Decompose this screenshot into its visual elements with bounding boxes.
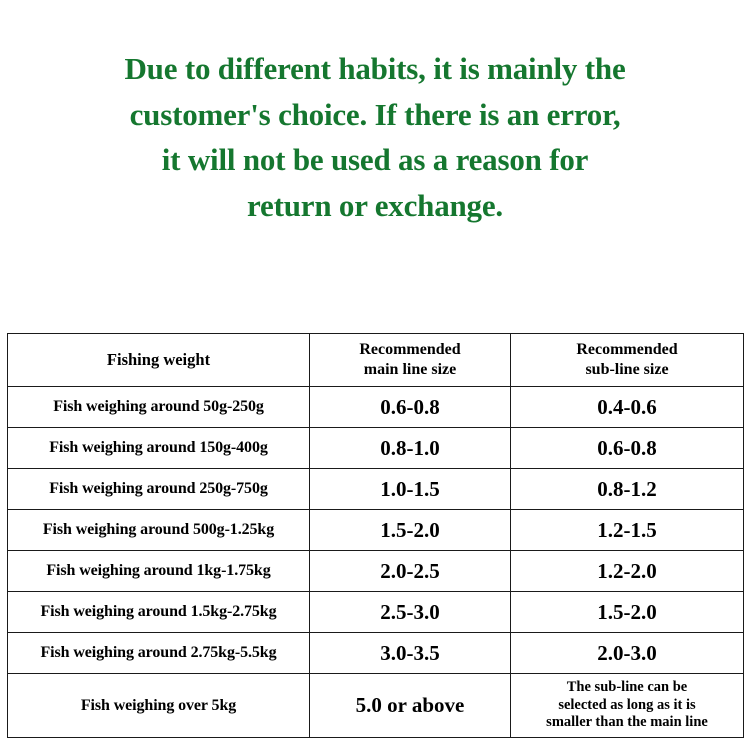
table-row bbox=[8, 633, 744, 674]
cell-fishing-weight: Fish weighing around 1.5kg-2.75kg bbox=[8, 592, 310, 633]
cell-sub-line-note-line2: selected as long as it is bbox=[558, 696, 696, 713]
table-row bbox=[8, 592, 744, 633]
cell-sub-line: 0.8-1.2 bbox=[511, 469, 744, 510]
table-header-sub-line-line2: sub-line size bbox=[585, 361, 669, 378]
cell-sub-line-note-line3: smaller than the main line bbox=[546, 714, 708, 731]
line-size-table-container bbox=[7, 333, 743, 738]
table-header-main-line bbox=[310, 334, 511, 387]
headline-line-2: customer's choice. If there is an error, bbox=[129, 96, 621, 132]
cell-main-line: 2.5-3.0 bbox=[310, 592, 511, 633]
headline-line-4: return or exchange. bbox=[247, 187, 503, 223]
table-header-fishing-weight: Fishing weight bbox=[8, 334, 310, 387]
cell-sub-line: 0.6-0.8 bbox=[511, 428, 744, 469]
cell-fishing-weight: Fish weighing over 5kg bbox=[8, 674, 310, 738]
cell-sub-line: 1.2-1.5 bbox=[511, 510, 744, 551]
table-row bbox=[8, 551, 744, 592]
cell-fishing-weight: Fish weighing around 150g-400g bbox=[8, 428, 310, 469]
cell-main-line: 3.0-3.5 bbox=[310, 633, 511, 674]
cell-main-line: 1.5-2.0 bbox=[310, 510, 511, 551]
cell-main-line: 5.0 or above bbox=[310, 674, 511, 738]
cell-fishing-weight: Fish weighing around 1kg-1.75kg bbox=[8, 551, 310, 592]
cell-fishing-weight: Fish weighing around 500g-1.25kg bbox=[8, 510, 310, 551]
headline bbox=[0, 0, 750, 228]
headline-line-1: Due to different habits, it is mainly the bbox=[124, 51, 626, 86]
line-size-table bbox=[7, 333, 744, 738]
table-header-main-line-line2: main line size bbox=[363, 361, 457, 378]
table-header-sub-line-line1: Recommended bbox=[576, 341, 678, 358]
cell-sub-line: 2.0-3.0 bbox=[511, 633, 744, 674]
table-row bbox=[8, 674, 744, 738]
cell-main-line: 2.0-2.5 bbox=[310, 551, 511, 592]
cell-sub-line: 1.5-2.0 bbox=[511, 592, 744, 633]
headline-line-3: it will not be used as a reason for bbox=[161, 142, 589, 178]
table-header-sub-line bbox=[511, 334, 744, 387]
table-row bbox=[8, 387, 744, 428]
cell-sub-line: 0.4-0.6 bbox=[511, 387, 744, 428]
cell-sub-line-note bbox=[511, 674, 744, 738]
cell-sub-line: 1.2-2.0 bbox=[511, 551, 744, 592]
table-header-main-line-line1: Recommended bbox=[359, 341, 461, 358]
cell-main-line: 1.0-1.5 bbox=[310, 469, 511, 510]
cell-fishing-weight: Fish weighing around 250g-750g bbox=[8, 469, 310, 510]
table-row bbox=[8, 510, 744, 551]
cell-main-line: 0.8-1.0 bbox=[310, 428, 511, 469]
cell-sub-line-note-line1: The sub-line can be bbox=[566, 678, 688, 695]
cell-fishing-weight: Fish weighing around 2.75kg-5.5kg bbox=[8, 633, 310, 674]
table-header-row bbox=[8, 334, 744, 387]
table-row bbox=[8, 469, 744, 510]
cell-main-line: 0.6-0.8 bbox=[310, 387, 511, 428]
table-row bbox=[8, 428, 744, 469]
cell-fishing-weight: Fish weighing around 50g-250g bbox=[8, 387, 310, 428]
